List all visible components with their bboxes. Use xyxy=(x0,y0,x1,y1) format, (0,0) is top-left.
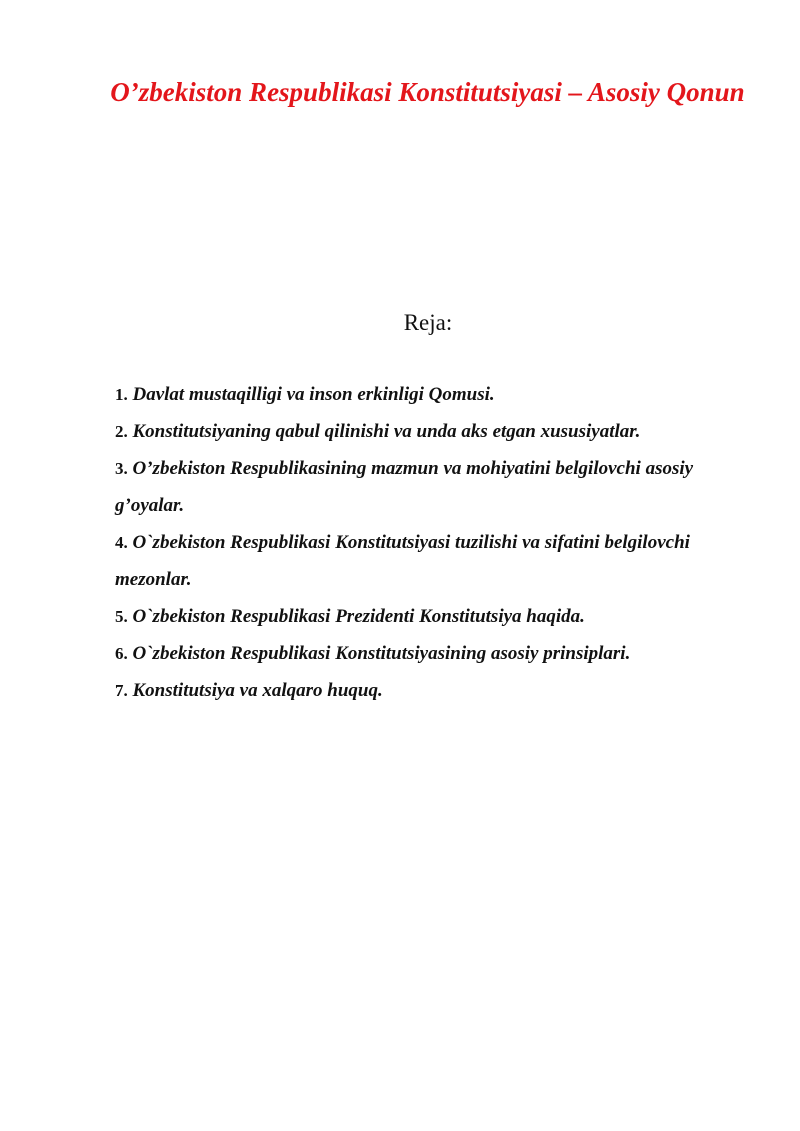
plan-item-number: 2. xyxy=(115,422,128,441)
plan-item-text: Konstitutsiyaning qabul qilinishi va unda aks etgan xususiyatlar. xyxy=(132,421,641,442)
plan-item-number: 6. xyxy=(115,644,128,663)
document-title: O’zbekiston Respublikasi Konstitutsiyasi – Asosiy Qonun xyxy=(110,77,745,107)
plan-item-number: 7. xyxy=(115,681,128,700)
plan-item-text: O’zbekiston Respublikasining mazmun va mohiyatini belgilovchi asosiy g’oyalar. xyxy=(115,458,694,516)
plan-list xyxy=(115,376,735,709)
plan-item xyxy=(115,672,735,709)
plan-item-text: Davlat mustaqilligi va inson erkinligi Qomusi. xyxy=(132,384,495,405)
plan-item-text: O`zbekiston Respublikasi Prezidenti Konstitutsiya haqida. xyxy=(132,606,585,627)
plan-item xyxy=(115,450,735,524)
plan-item-number: 5. xyxy=(115,607,128,626)
plan-item xyxy=(115,598,735,635)
plan-item-text: Konstitutsiya va xalqaro huquq. xyxy=(132,680,383,701)
plan-item xyxy=(115,524,735,598)
plan-item xyxy=(115,376,735,413)
plan-item xyxy=(115,635,735,672)
plan-item-text: O`zbekiston Respublikasi Konstitutsiyasi tuzilishi va sifatini belgilovchi mezonlar. xyxy=(115,532,690,590)
plan-heading: Reja: xyxy=(403,310,453,335)
plan-item-number: 4. xyxy=(115,533,128,552)
plan-item-text: O`zbekiston Respublikasi Konstitutsiyasining asosiy prinsiplari. xyxy=(132,643,631,664)
plan-item xyxy=(115,413,735,450)
plan-item-number: 1. xyxy=(115,385,128,404)
plan-item-number: 3. xyxy=(115,459,128,478)
